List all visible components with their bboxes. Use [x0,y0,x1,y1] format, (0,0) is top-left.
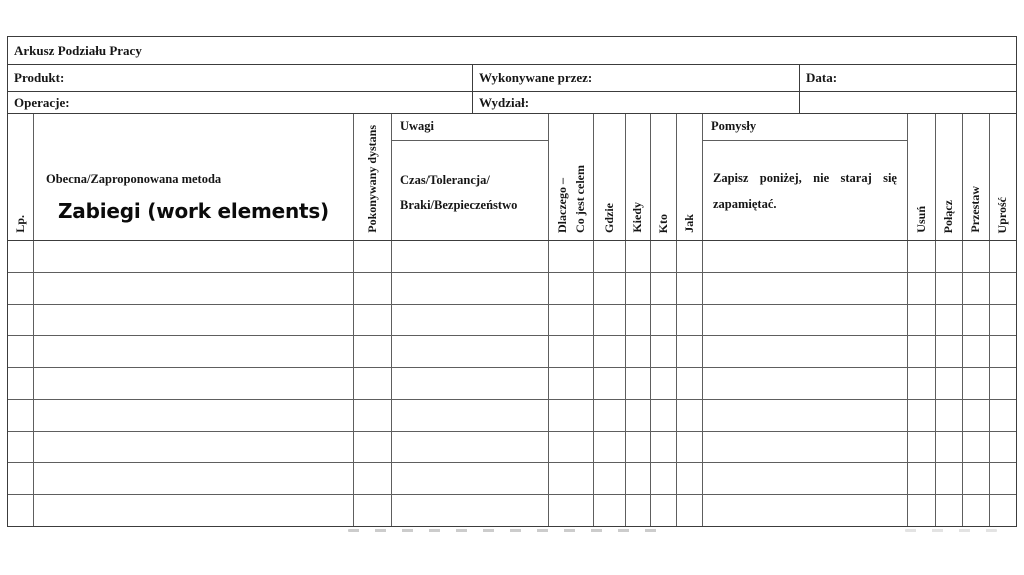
table-cell [990,305,1016,336]
table-cell [963,432,990,463]
table-cell [354,273,392,304]
table-cell [354,305,392,336]
table-cell [963,273,990,304]
table-cell [936,400,963,431]
table-cell [677,463,703,494]
table-cell [963,495,990,526]
table-body [8,241,1016,526]
why-label-line2: Co jest celem [572,165,587,233]
table-row [8,305,1016,337]
table-cell [34,432,354,463]
table-cell [651,336,677,367]
table-cell [677,495,703,526]
table-cell [990,273,1016,304]
where-label: Gdzie [601,203,616,233]
footer-faint-text [348,529,664,532]
table-cell [392,463,549,494]
operations-label: Operacje: [14,94,70,110]
table-cell [626,432,651,463]
table-row [8,273,1016,305]
table-cell [8,400,34,431]
department-field [473,92,800,113]
table-cell [651,495,677,526]
col-header-method [34,114,354,240]
col-header-when [626,114,651,240]
table-cell [677,305,703,336]
date-label: Data: [806,70,838,85]
remove-label: Usuń [913,206,928,233]
table-cell [703,463,908,494]
table-cell [549,400,594,431]
table-row [8,463,1016,495]
table-cell [626,273,651,304]
table-row [8,432,1016,464]
table-cell [651,273,677,304]
remarks-detail [392,141,548,218]
table-cell [651,463,677,494]
ideas-note: Zapisz poniżej, nie staraj się zapamiętać. [713,171,897,211]
table-cell [34,368,354,399]
col-header-where [594,114,626,240]
table-cell [626,400,651,431]
table-cell [990,336,1016,367]
table-cell [8,336,34,367]
table-cell [677,273,703,304]
table-cell [936,368,963,399]
table-cell [34,241,354,272]
table-cell [392,432,549,463]
table-cell [677,400,703,431]
table-cell [8,241,34,272]
table-cell [963,400,990,431]
ideas-title: Pomysły [703,114,907,141]
table-cell [392,305,549,336]
table-cell [908,273,936,304]
table-cell [594,495,626,526]
product-field [8,65,473,91]
table-cell [963,336,990,367]
table-cell [392,241,549,272]
method-label: Obecna/Zaproponowana metoda [46,172,222,186]
table-cell [34,400,354,431]
table-cell [651,241,677,272]
distance-label: Pokonywany dystans [364,125,379,233]
table-row [8,336,1016,368]
table-cell [8,495,34,526]
meta-empty-cell [800,92,1016,113]
table-cell [936,495,963,526]
table-row [8,495,1016,526]
table-cell [354,241,392,272]
table-cell [626,305,651,336]
table-cell [990,432,1016,463]
table-cell [908,495,936,526]
table-cell [908,463,936,494]
table-cell [703,241,908,272]
table-cell [626,336,651,367]
table-cell [936,432,963,463]
table-cell [626,241,651,272]
product-label: Produkt: [14,70,65,85]
rearrange-label: Przestaw [968,186,983,233]
table-cell [703,432,908,463]
table-cell [354,495,392,526]
who-label: Kto [655,213,670,233]
table-cell [963,305,990,336]
table-cell [594,368,626,399]
remarks-line2: Braki/Bezpieczeństwo [400,198,518,212]
table-cell [8,463,34,494]
why-label-line1: Dlaczego – [554,178,569,233]
table-cell [963,241,990,272]
table-cell [549,463,594,494]
col-header-lp [8,114,34,240]
combine-label: Połącz [941,199,956,233]
work-elements-title: Zabiegi (work elements) [58,199,329,223]
table-cell [626,463,651,494]
table-cell [908,305,936,336]
table-cell [549,241,594,272]
table-cell [549,432,594,463]
table-cell [34,273,354,304]
performed-by-label: Wykonywane przez: [479,70,593,85]
table-cell [354,368,392,399]
col-header-distance [354,114,392,240]
table-cell [677,241,703,272]
col-header-ideas [703,114,908,240]
table-row [8,241,1016,273]
meta-row-operations [8,92,1016,114]
table-cell [677,368,703,399]
remarks-title: Uwagi [392,114,548,141]
sheet-title-row [8,37,1016,65]
table-cell [8,368,34,399]
table-cell [908,400,936,431]
table-cell [594,241,626,272]
table-cell [703,400,908,431]
table-cell [549,368,594,399]
table-cell [936,336,963,367]
lp-label: Lp. [12,215,27,233]
col-header-who [651,114,677,240]
operations-field [8,92,473,113]
table-cell [936,463,963,494]
table-cell [651,432,677,463]
table-cell [703,336,908,367]
table-cell [677,336,703,367]
table-cell [626,495,651,526]
col-header-how [677,114,703,240]
table-cell [354,336,392,367]
table-header-row [8,114,1016,241]
table-row [8,368,1016,400]
table-cell [549,305,594,336]
table-cell [990,241,1016,272]
table-cell [549,273,594,304]
table-cell [594,336,626,367]
table-cell [594,463,626,494]
table-row [8,400,1016,432]
table-cell [990,368,1016,399]
table-cell [392,368,549,399]
table-cell [392,336,549,367]
table-cell [594,400,626,431]
table-cell [392,400,549,431]
col-header-remarks [392,114,549,240]
work-division-sheet [7,36,1017,527]
table-cell [34,336,354,367]
table-cell [936,305,963,336]
table-cell [8,432,34,463]
table-cell [908,336,936,367]
table-cell [8,273,34,304]
table-cell [677,432,703,463]
table-cell [549,336,594,367]
table-cell [963,463,990,494]
table-cell [908,432,936,463]
table-cell [594,432,626,463]
table-cell [392,495,549,526]
col-header-why [549,114,594,240]
table-cell [990,463,1016,494]
how-label: Jak [681,214,696,233]
table-cell [703,305,908,336]
meta-row-product [8,65,1016,92]
table-cell [594,305,626,336]
col-header-remove [908,114,936,240]
table-cell [549,495,594,526]
table-cell [963,368,990,399]
table-cell [354,400,392,431]
table-cell [651,400,677,431]
date-field [800,65,1016,91]
table-cell [990,495,1016,526]
col-header-combine [936,114,963,240]
when-label: Kiedy [630,202,645,233]
performed-by-field [473,65,800,91]
table-cell [703,495,908,526]
table-cell [354,463,392,494]
table-cell [34,305,354,336]
table-cell [908,368,936,399]
simplify-label: Uprość [995,196,1010,233]
remarks-line1: Czas/Tolerancja/ [400,173,490,187]
department-label: Wydział: [479,94,530,110]
table-cell [908,241,936,272]
table-cell [626,368,651,399]
table-cell [8,305,34,336]
sheet-title-text: Arkusz Podziału Pracy [14,42,142,58]
table-cell [703,368,908,399]
table-cell [392,273,549,304]
table-cell [651,305,677,336]
table-cell [34,463,354,494]
table-cell [703,273,908,304]
table-cell [936,273,963,304]
table-cell [936,241,963,272]
table-cell [34,495,354,526]
table-cell [594,273,626,304]
table-cell [990,400,1016,431]
col-header-rearrange [963,114,990,240]
table-cell [651,368,677,399]
table-cell [354,432,392,463]
col-header-simplify [990,114,1016,240]
footer-faint-text [905,529,997,532]
